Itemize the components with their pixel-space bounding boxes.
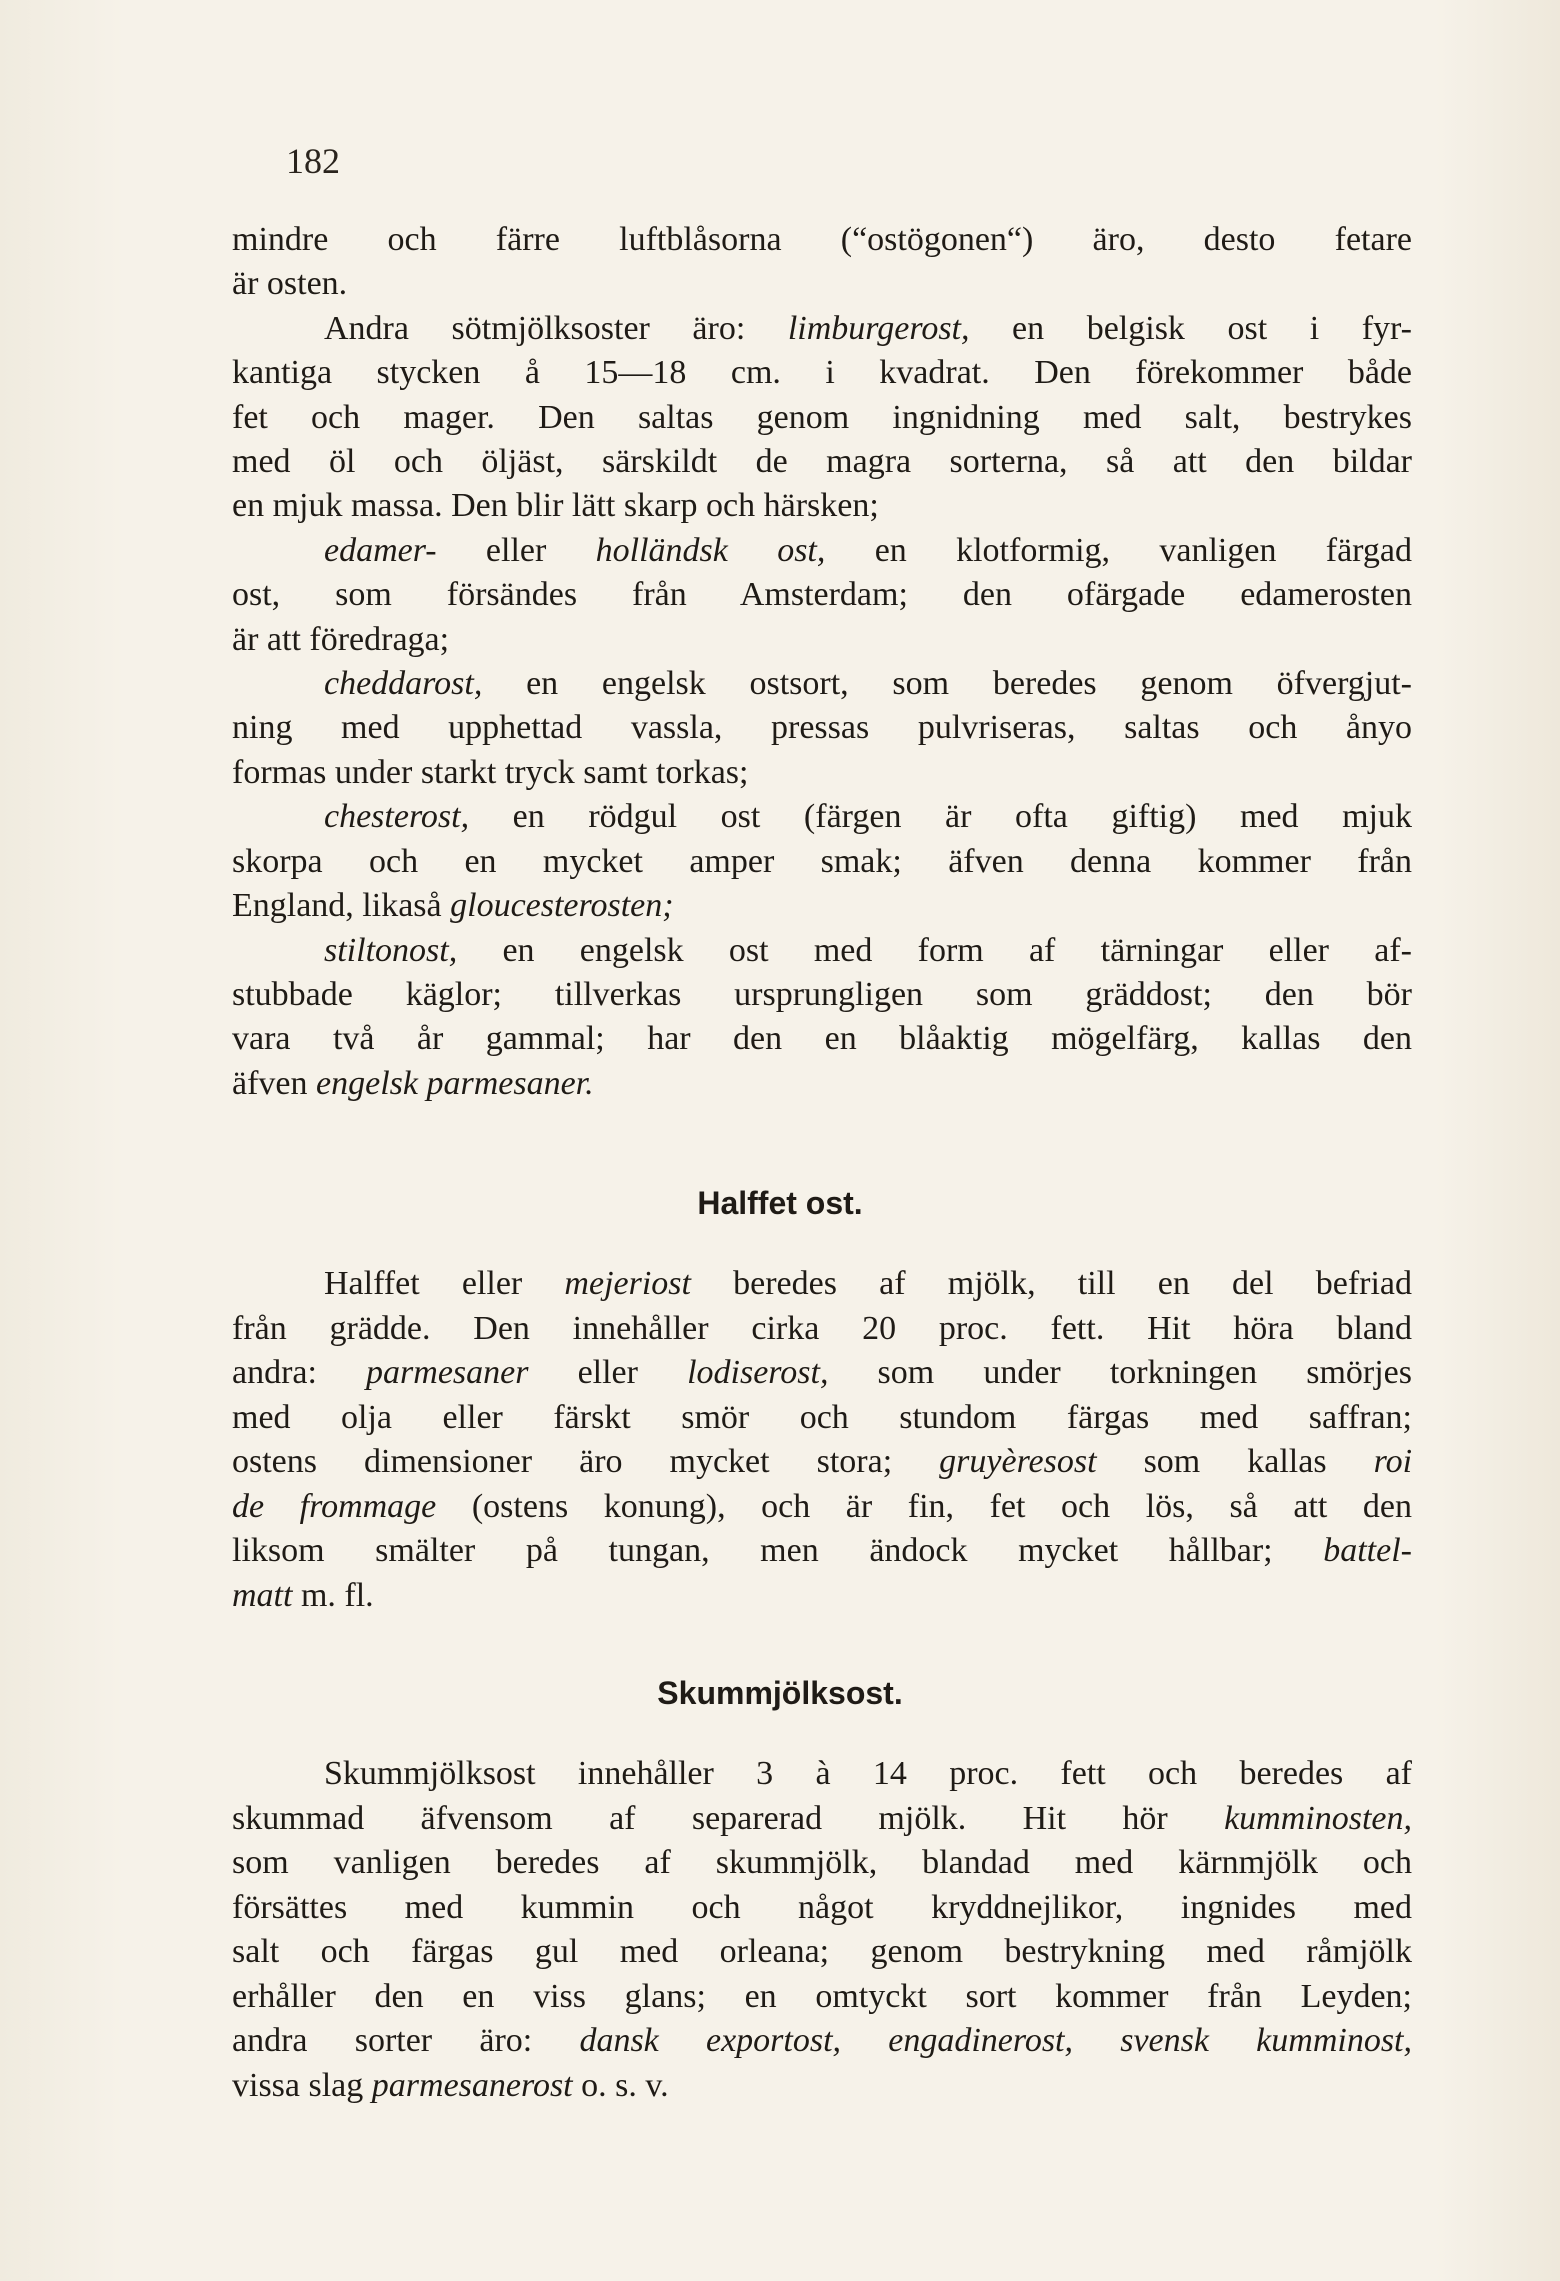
italic-term: matt [232, 1576, 293, 1614]
text-run: vissa slag [232, 2066, 372, 2104]
text-run: andra sorter äro: [232, 2022, 580, 2059]
text-run: en mjuk massa. Den blir lätt skarp och härsken; [232, 487, 879, 525]
italic-term: limburgerost, [787, 309, 970, 347]
text-run: från grädde. Den innehåller cirka 20 proc. fett. Hit höra bland [232, 1309, 1412, 1347]
text-line [232, 929, 1412, 973]
text-line [232, 1062, 1412, 1106]
text-run: ost, som försändes från Amsterdam; den ofärgade edamerosten [232, 576, 1412, 614]
text-line [232, 2019, 1412, 2064]
text-run: m. fl. [292, 1576, 374, 1614]
text-run: äfven [232, 1064, 317, 1102]
text-run: vara två år gammal; har den en blåaktig mögelfärg, kallas den [232, 1020, 1412, 1058]
text-run: en klotformig, vanligen färgad [825, 531, 1412, 569]
italic-term: engelsk parmesaner. [316, 1064, 594, 1102]
text-line [232, 396, 1412, 440]
heading-halffet-ost: Halffet ost. [697, 1185, 863, 1221]
text-line [232, 262, 1412, 306]
text-run: är att föredraga; [232, 620, 450, 658]
text-line [232, 440, 1412, 484]
text-run: eller [528, 1354, 688, 1391]
text-run: en belgisk ost i fyr- [969, 309, 1412, 347]
text-line [232, 1529, 1412, 1574]
text-line [232, 1396, 1412, 1441]
text-line [232, 1574, 1412, 1619]
section-halffet-ost [232, 1262, 1412, 1618]
page-number: 182 [286, 141, 340, 181]
text-line [232, 1930, 1412, 1975]
italic-term: parmesanerost [371, 2066, 573, 2104]
text-line [232, 2064, 1412, 2109]
text-line [232, 1440, 1412, 1485]
text-line [232, 795, 1412, 839]
text-run: som vanligen beredes af skummjölk, blandad med kärnmjölk och [232, 1844, 1412, 1881]
text-line [232, 484, 1412, 528]
text-run: skummad äfvensom af separerad mjölk. Hit hör [232, 1799, 1225, 1837]
text-run: formas under starkt tryck samt torkas; [232, 753, 749, 791]
section-sweet-milk-cheeses [232, 218, 1412, 1106]
italic-term: kumminosten, [1224, 1799, 1412, 1837]
text-line [232, 307, 1412, 351]
italic-term: battel- [1323, 1532, 1412, 1569]
text-run: en engelsk ost med form af tärningar eller af- [457, 931, 1412, 969]
text-line [232, 1262, 1412, 1307]
text-line [232, 1017, 1412, 1061]
text-run: o. s. v. [572, 2066, 669, 2104]
text-run: erhåller den en viss glans; en omtyckt sort kommer från Leyden; [232, 1977, 1412, 2015]
text-run: en engelsk ostsort, som beredes genom öfvergjut- [482, 665, 1412, 703]
text-line [232, 1975, 1412, 2020]
text-run: Halffet eller [324, 1265, 565, 1302]
text-run: Skummjölksost innehåller 3 à 14 proc. fett och beredes af [324, 1755, 1412, 1792]
text-run: med olja eller färskt smör och stundom färgas med saffran; [232, 1398, 1412, 1436]
text-line [232, 840, 1412, 884]
italic-term: dansk exportost, engadinerost, svensk kumminost, [579, 2022, 1412, 2059]
italic-term: lodiserost, [687, 1354, 829, 1391]
italic-term: chesterost, [324, 798, 470, 836]
italic-term: de frommage [232, 1487, 437, 1525]
text-line [232, 1351, 1412, 1396]
text-line [232, 751, 1412, 795]
text-line [232, 1752, 1412, 1797]
italic-term: gruyèresost [939, 1443, 1097, 1480]
text-line [232, 662, 1412, 706]
italic-term: parmesaner [366, 1354, 529, 1391]
italic-term: roi [1373, 1443, 1413, 1480]
text-run: ning med upphettad vassla, pressas pulvriseras, saltas och ånyo [232, 709, 1412, 747]
text-line [232, 618, 1412, 662]
text-run: ostens dimensioner äro mycket stora; [232, 1443, 940, 1480]
text-run: mindre och färre luftblåsorna (“ostögonen“) äro, desto fetare [232, 221, 1412, 258]
text-line [232, 573, 1412, 617]
text-run: stubbade käglor; tillverkas ursprungligen som gräddost; den bör [232, 975, 1412, 1013]
text-line [232, 351, 1412, 395]
text-run: beredes af mjölk, till en del befriad [690, 1265, 1412, 1302]
text-run: kantiga stycken å 15—18 cm. i kvadrat. Den förekommer både [232, 354, 1412, 392]
text-run: en rödgul ost (färgen är ofta giftig) med mjuk [469, 798, 1412, 836]
section-skummjolksost [232, 1752, 1412, 2108]
text-run: andra: [232, 1354, 367, 1391]
text-run: England, likaså [232, 887, 451, 925]
text-line [232, 973, 1412, 1017]
text-line [232, 1797, 1412, 1842]
text-run: skorpa och en mycket amper smak; äfven denna kommer från [232, 842, 1412, 880]
text-line [232, 1485, 1412, 1530]
text-line [232, 1886, 1412, 1931]
text-line [232, 884, 1412, 928]
text-run: med öl och öljäst, särskildt de magra sorterna, så att den bildar [232, 443, 1412, 481]
italic-term: mejeriost [564, 1265, 691, 1302]
text-line [232, 529, 1412, 573]
text-line [232, 706, 1412, 750]
italic-term: gloucesterosten; [450, 887, 674, 925]
text-run: (ostens konung), och är fin, fet och lös, så att den [436, 1487, 1412, 1525]
text-run: som under torkningen smörjes [828, 1354, 1412, 1391]
text-run: försättes med kummin och något kryddnejlikor, ingnides med [232, 1888, 1412, 1926]
text-run: som kallas [1096, 1443, 1374, 1480]
text-run: salt och färgas gul med orleana; genom bestrykning med råmjölk [232, 1933, 1412, 1970]
text-line [232, 1841, 1412, 1886]
text-run: eller [436, 531, 596, 569]
text-line [232, 1307, 1412, 1352]
italic-term: holländsk ost, [595, 531, 826, 569]
text-run: är osten. [232, 265, 348, 303]
heading-skummjolksost: Skummjölksost. [657, 1675, 903, 1711]
text-run: fet och mager. Den saltas genom ingnidning med salt, bestrykes [232, 398, 1412, 436]
text-run: Andra sötmjölksoster äro: [324, 309, 788, 347]
text-line [232, 218, 1412, 262]
italic-term: stiltonost, [324, 931, 458, 969]
text-run: liksom smälter på tungan, men ändock mycket hållbar; [232, 1532, 1324, 1569]
italic-term: edamer- [324, 531, 437, 569]
italic-term: cheddarost, [324, 665, 483, 703]
